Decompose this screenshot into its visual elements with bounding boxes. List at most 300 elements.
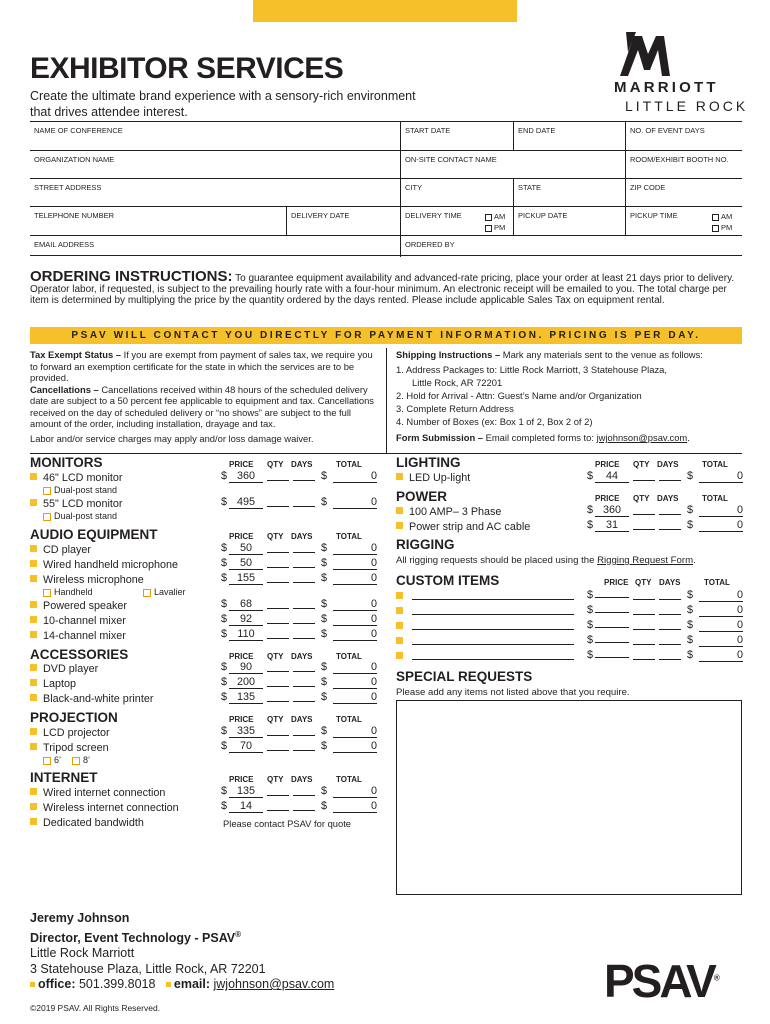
total-field — [687, 604, 743, 617]
price-value: 495 — [229, 497, 263, 509]
currency-symbol: $ — [221, 800, 228, 812]
total-field — [321, 542, 377, 555]
currency-symbol: $ — [321, 661, 328, 673]
notes-right: Shipping Instructions – Mark any materials sent to the venue as follows: 1. Address Packages to: Little Rock Marriott, 3 Statehouse Plaza, Little Rock, AR 72201 2. Hold for Arrival - Attn: Guest’s Name and/or Organization 3. Complete Return Address 4. Number of Boxes (ex: Box 1 of 2, Box 2 of 2) Form Submission – Email completed forms to: jwjohnson@psav.com. — [396, 349, 703, 443]
qty-input[interactable] — [633, 521, 655, 530]
checkbox-icon[interactable] — [143, 589, 151, 597]
bullet-icon — [30, 664, 37, 671]
line-item-label: Wired internet connection — [43, 787, 166, 799]
price-field — [587, 504, 629, 517]
days-input[interactable] — [293, 742, 315, 751]
line-item-label: Wireless internet connection — [43, 802, 179, 814]
rigging-text — [396, 555, 696, 566]
line-item — [30, 802, 179, 814]
bullet-icon — [30, 818, 37, 825]
section-title: POWER — [396, 489, 448, 504]
qty-input[interactable] — [267, 544, 289, 553]
total-value: 0 — [333, 741, 377, 753]
currency-symbol: $ — [687, 619, 694, 631]
qty-header: QTY — [267, 652, 284, 661]
total-value: 0 — [333, 543, 377, 555]
line-item — [30, 615, 126, 627]
option-label: Lavalier — [154, 587, 186, 597]
currency-symbol: $ — [321, 628, 328, 640]
days-input[interactable] — [293, 472, 315, 481]
price-header: PRICE — [604, 578, 629, 587]
custom-item-row — [396, 636, 409, 648]
price-field — [221, 800, 263, 813]
price-value: 70 — [229, 741, 263, 753]
custom-item-row — [396, 591, 409, 603]
field-organization-name[interactable]: ORGANIZATION NAME — [34, 155, 115, 164]
days-input[interactable] — [659, 591, 681, 600]
price-value: 90 — [229, 662, 263, 674]
line-item — [30, 663, 98, 675]
checkbox-icon[interactable] — [712, 214, 719, 221]
field-event-days[interactable]: NO. OF EVENT DAYS — [625, 122, 742, 150]
days-input[interactable] — [659, 506, 681, 515]
field-telephone[interactable]: TELEPHONE NUMBER — [34, 211, 115, 220]
custom-item-input[interactable] — [412, 620, 574, 630]
field-delivery-time[interactable]: DELIVERY TIME AM PM — [400, 207, 513, 235]
line-item-label: Black-and-white printer — [43, 693, 154, 705]
total-value: 0 — [333, 599, 377, 611]
contact-block: Jeremy Johnson Director, Event Technology - PSAV® Little Rock Marriott 3 Statehouse Plaza, Little Rock, AR 72201 office: 501.399.8018 email: jwjohnson@psav.com — [30, 911, 335, 992]
total-field — [321, 557, 377, 570]
line-item-label: 100 AMP– 3 Phase — [409, 506, 502, 518]
payment-notice-bar: PSAV WILL CONTACT YOU DIRECTLY FOR PAYMENT INFORMATION. PRICING IS PER DAY. — [30, 327, 742, 344]
days-input[interactable] — [293, 630, 315, 639]
line-item-label: Tripod screen — [43, 742, 109, 754]
bullet-icon — [396, 473, 403, 480]
qty-input[interactable] — [633, 591, 655, 600]
bullet-icon — [30, 982, 35, 987]
qty-header: QTY — [267, 532, 284, 541]
days-header: DAYS — [659, 578, 681, 587]
qty-header: QTY — [633, 460, 650, 469]
checkbox-icon[interactable] — [712, 225, 719, 232]
total-value: 0 — [333, 471, 377, 483]
currency-symbol: $ — [221, 572, 228, 584]
total-value: 0 — [699, 620, 743, 632]
field-onsite-contact[interactable]: ON-SITE CONTACT NAME — [400, 151, 625, 179]
bullet-icon — [396, 622, 403, 629]
price-field — [221, 725, 263, 738]
page-subtitle: Create the ultimate brand experience with a sensory-rich environment that drives attendee interest. — [30, 89, 416, 119]
total-field — [321, 800, 377, 813]
price-field — [221, 572, 263, 585]
qty-input[interactable] — [267, 574, 289, 583]
delivery-ampm-options[interactable]: AM PM — [485, 211, 505, 233]
days-input[interactable] — [293, 574, 315, 583]
days-input[interactable] — [293, 600, 315, 609]
qty-input[interactable] — [633, 636, 655, 645]
rigging-text-post: . — [693, 555, 696, 566]
custom-item-row — [396, 621, 409, 633]
section-title: LIGHTING — [396, 455, 461, 470]
qty-header: QTY — [267, 775, 284, 784]
total-value: 0 — [333, 629, 377, 641]
field-zip[interactable]: ZIP CODE — [625, 179, 742, 207]
line-item — [30, 498, 122, 510]
total-value: 0 — [333, 677, 377, 689]
rigging-request-form-link[interactable]: Rigging Request Form — [597, 555, 694, 566]
qty-input[interactable] — [633, 606, 655, 615]
field-conference-name[interactable]: NAME OF CONFERENCE — [34, 126, 123, 135]
days-input[interactable] — [293, 559, 315, 568]
option-dual-post-stand[interactable] — [43, 511, 117, 521]
price-header: PRICE — [595, 494, 620, 503]
line-item-label: 55" LCD monitor — [43, 498, 123, 510]
qty-input[interactable] — [267, 600, 289, 609]
total-field — [321, 628, 377, 641]
qty-input[interactable] — [267, 559, 289, 568]
days-header: DAYS — [291, 775, 313, 784]
field-start-date[interactable]: START DATE — [400, 122, 513, 150]
ordering-instructions: ORDERING INSTRUCTIONS: To guarantee equipment availability and advanced-rate pricing, place your order at least 21 days prior to delivery. Operator labor, if requested, is subject to the prevailing hourly rate with a four-hour minimum. An electronic receipt will be emailed to you. The total charge per item is determined by multiplying the price by the quantity ordered by the days rented. Please include applicable Sales Tax on equipment rental. — [30, 268, 735, 306]
line-item-label: LCD projector — [43, 727, 110, 739]
quote-note: Please contact PSAV for quote — [223, 818, 352, 829]
total-header: TOTAL — [336, 532, 362, 541]
line-item — [30, 817, 144, 829]
line-item-label: CD player — [43, 544, 92, 556]
custom-item-input[interactable] — [412, 605, 574, 615]
line-item — [30, 559, 178, 571]
price-value: 360 — [595, 505, 629, 517]
qty-input[interactable] — [633, 621, 655, 630]
total-value: 0 — [333, 573, 377, 585]
days-input[interactable] — [293, 678, 315, 687]
currency-symbol: $ — [587, 649, 594, 661]
total-field — [687, 589, 743, 602]
checkbox-icon[interactable] — [43, 487, 51, 495]
qty-input[interactable] — [633, 472, 655, 481]
bullet-icon — [396, 507, 403, 514]
currency-symbol: $ — [221, 628, 228, 640]
option-label: 8’ — [83, 755, 91, 765]
custom-item-row — [396, 606, 409, 618]
field-delivery-date[interactable]: DELIVERY DATE — [286, 207, 400, 235]
logo-text-little-rock: LITTLE ROCK — [625, 98, 749, 114]
bullet-icon — [30, 631, 37, 638]
option-lavalier[interactable] — [143, 587, 186, 597]
custom-item-input[interactable] — [412, 650, 574, 660]
total-field — [321, 496, 377, 509]
bullet-icon — [30, 499, 37, 506]
line-item — [30, 787, 165, 799]
total-value: 0 — [333, 692, 377, 704]
section-title: MONITORS — [30, 455, 103, 470]
days-header: DAYS — [291, 532, 313, 541]
currency-symbol: $ — [221, 613, 228, 625]
price-input[interactable] — [595, 657, 629, 658]
checkbox-icon[interactable] — [43, 757, 51, 765]
price-value: 135 — [229, 786, 263, 798]
line-item — [30, 742, 109, 754]
checkbox-icon[interactable] — [485, 214, 492, 221]
qty-input[interactable] — [267, 498, 289, 507]
price-field — [221, 557, 263, 570]
qty-input[interactable] — [267, 787, 289, 796]
price-input[interactable] — [595, 627, 629, 628]
total-header: TOTAL — [336, 715, 362, 724]
qty-input[interactable] — [633, 506, 655, 515]
field-city[interactable]: CITY — [400, 179, 513, 207]
checkbox-icon[interactable] — [43, 513, 51, 521]
currency-symbol: $ — [687, 519, 694, 531]
custom-item-input[interactable] — [412, 635, 574, 645]
qty-input[interactable] — [267, 727, 289, 736]
notes-divider — [386, 348, 387, 453]
currency-symbol: $ — [321, 691, 328, 703]
days-input[interactable] — [659, 521, 681, 530]
currency-symbol: $ — [221, 691, 228, 703]
checkbox-icon[interactable] — [43, 589, 51, 597]
line-item — [30, 574, 144, 586]
field-pickup-time[interactable]: PICKUP TIME AM PM — [625, 207, 742, 235]
days-input[interactable] — [293, 727, 315, 736]
option-8ft[interactable] — [72, 755, 90, 765]
qty-header: QTY — [267, 715, 284, 724]
qty-input[interactable] — [633, 651, 655, 660]
currency-symbol: $ — [687, 604, 694, 616]
currency-symbol: $ — [687, 504, 694, 516]
days-header: DAYS — [657, 460, 679, 469]
total-header: TOTAL — [704, 578, 730, 587]
line-item — [30, 693, 153, 705]
line-item — [30, 630, 126, 642]
price-value: 31 — [595, 520, 629, 532]
currency-symbol: $ — [321, 496, 328, 508]
field-pickup-date[interactable]: PICKUP DATE — [513, 207, 625, 235]
total-field — [687, 649, 743, 662]
total-field — [321, 661, 377, 674]
bullet-icon — [30, 788, 37, 795]
price-field — [221, 785, 263, 798]
option-label: Dual-post stand — [54, 485, 118, 495]
line-item-label: 14-channel mixer — [43, 630, 126, 642]
days-input[interactable] — [293, 787, 315, 796]
days-input[interactable] — [659, 606, 681, 615]
total-field — [321, 691, 377, 704]
price-header: PRICE — [229, 775, 254, 784]
bullet-icon — [396, 522, 403, 529]
field-ordered-by[interactable]: ORDERED BY — [400, 236, 742, 257]
qty-input[interactable] — [267, 678, 289, 687]
total-header: TOTAL — [336, 652, 362, 661]
currency-symbol: $ — [587, 470, 594, 482]
custom-item-input[interactable] — [412, 590, 574, 600]
days-header: DAYS — [291, 715, 313, 724]
bullet-icon — [30, 728, 37, 735]
bullet-icon — [30, 545, 37, 552]
option-label: 6’ — [54, 755, 62, 765]
qty-input[interactable] — [267, 742, 289, 751]
option-dual-post-stand[interactable] — [43, 485, 117, 495]
price-header: PRICE — [229, 532, 254, 541]
currency-symbol: $ — [321, 613, 328, 625]
logo-text-marriott: MARRIOTT — [614, 79, 719, 96]
currency-symbol: $ — [321, 572, 328, 584]
currency-symbol: $ — [321, 785, 328, 797]
special-requests-textarea[interactable] — [396, 700, 742, 895]
total-value: 0 — [333, 497, 377, 509]
qty-input[interactable] — [267, 663, 289, 672]
qty-input[interactable] — [267, 802, 289, 811]
total-field — [321, 470, 377, 483]
days-input[interactable] — [293, 615, 315, 624]
currency-symbol: $ — [587, 604, 594, 616]
bullet-icon — [30, 601, 37, 608]
currency-symbol: $ — [321, 725, 328, 737]
price-field — [587, 649, 629, 661]
section-title: AUDIO EQUIPMENT — [30, 527, 158, 542]
total-header: TOTAL — [336, 775, 362, 784]
currency-symbol: $ — [321, 676, 328, 688]
currency-symbol: $ — [321, 598, 328, 610]
days-input[interactable] — [659, 651, 681, 660]
line-item — [396, 521, 530, 533]
currency-symbol: $ — [587, 619, 594, 631]
total-value: 0 — [333, 801, 377, 813]
qty-input[interactable] — [267, 630, 289, 639]
total-field — [687, 519, 743, 532]
total-field — [321, 725, 377, 738]
price-field — [221, 628, 263, 641]
price-input[interactable] — [595, 612, 629, 613]
price-field — [221, 496, 263, 509]
contact-email-link[interactable]: jwjohnson@psav.com — [213, 977, 335, 992]
bullet-icon — [30, 679, 37, 686]
price-value: 155 — [229, 573, 263, 585]
line-item — [396, 472, 470, 484]
option-6ft[interactable] — [43, 755, 61, 765]
option-handheld[interactable] — [43, 587, 93, 597]
price-field — [221, 740, 263, 753]
line-item-label: DVD player — [43, 663, 99, 675]
price-field — [221, 542, 263, 555]
price-value: 135 — [229, 692, 263, 704]
section-title: ACCESSORIES — [30, 647, 129, 662]
price-input[interactable] — [595, 597, 629, 598]
bullet-icon — [30, 473, 37, 480]
line-item-label: Wired handheld microphone — [43, 559, 179, 571]
checkbox-icon[interactable] — [485, 225, 492, 232]
currency-symbol: $ — [221, 725, 228, 737]
total-header: TOTAL — [702, 494, 728, 503]
total-field — [687, 470, 743, 483]
total-value: 0 — [699, 650, 743, 662]
price-field — [221, 613, 263, 626]
total-value: 0 — [699, 471, 743, 483]
days-input[interactable] — [293, 802, 315, 811]
total-field — [321, 613, 377, 626]
days-header: DAYS — [291, 652, 313, 661]
submit-email-link[interactable]: jwjohnson@psav.com — [596, 432, 688, 443]
bullet-icon — [30, 743, 37, 750]
days-input[interactable] — [659, 472, 681, 481]
bullet-icon — [166, 982, 171, 987]
total-value: 0 — [333, 786, 377, 798]
currency-symbol: $ — [221, 598, 228, 610]
line-item — [30, 727, 110, 739]
price-field — [587, 604, 629, 616]
total-header: TOTAL — [336, 460, 362, 469]
price-value: 50 — [229, 543, 263, 555]
price-field — [221, 598, 263, 611]
price-value: 44 — [595, 471, 629, 483]
days-input[interactable] — [659, 621, 681, 630]
currency-symbol: $ — [321, 542, 328, 554]
line-item-label: Power strip and AC cable — [409, 521, 531, 533]
currency-symbol: $ — [587, 634, 594, 646]
option-label: Handheld — [54, 587, 93, 597]
days-input[interactable] — [659, 636, 681, 645]
total-field — [321, 785, 377, 798]
qty-input[interactable] — [267, 615, 289, 624]
section-title: PROJECTION — [30, 710, 118, 725]
special-requests-text: Please add any items not listed above that you require. — [396, 687, 630, 698]
field-state[interactable]: STATE — [513, 179, 625, 207]
price-field — [221, 470, 263, 483]
total-value: 0 — [699, 520, 743, 532]
price-value: 360 — [229, 471, 263, 483]
total-field — [321, 572, 377, 585]
qty-header: QTY — [633, 494, 650, 503]
currency-symbol: $ — [221, 740, 228, 752]
price-value: 92 — [229, 614, 263, 626]
days-header: DAYS — [657, 494, 679, 503]
currency-symbol: $ — [587, 504, 594, 516]
section-title: SPECIAL REQUESTS — [396, 669, 533, 684]
section-divider — [30, 453, 742, 454]
bullet-icon — [30, 560, 37, 567]
currency-symbol: $ — [321, 800, 328, 812]
days-input[interactable] — [293, 693, 315, 702]
field-email[interactable]: EMAIL ADDRESS — [34, 240, 95, 249]
qty-input[interactable] — [267, 472, 289, 481]
total-header: TOTAL — [702, 460, 728, 469]
qty-input[interactable] — [267, 693, 289, 702]
currency-symbol: $ — [221, 470, 228, 482]
total-value: 0 — [699, 605, 743, 617]
checkbox-icon[interactable] — [72, 757, 80, 765]
qty-header: QTY — [635, 578, 652, 587]
section-title: CUSTOM ITEMS — [396, 573, 500, 588]
pickup-ampm-options[interactable]: AM PM — [712, 211, 732, 233]
line-item — [30, 472, 122, 484]
section-title: INTERNET — [30, 770, 98, 785]
price-input[interactable] — [595, 642, 629, 643]
price-field — [587, 470, 629, 483]
currency-symbol: $ — [221, 676, 228, 688]
line-item-label: Wireless microphone — [43, 574, 144, 586]
bullet-icon — [30, 575, 37, 582]
currency-symbol: $ — [221, 661, 228, 673]
bullet-icon — [396, 637, 403, 644]
price-header: PRICE — [595, 460, 620, 469]
field-end-date[interactable]: END DATE — [513, 122, 625, 150]
days-input[interactable] — [293, 544, 315, 553]
days-input[interactable] — [293, 663, 315, 672]
days-input[interactable] — [293, 498, 315, 507]
field-street-address[interactable]: STREET ADDRESS — [34, 183, 102, 192]
total-field — [687, 504, 743, 517]
field-room-booth[interactable]: ROOM/EXHIBIT BOOTH NO. — [625, 151, 742, 179]
price-field — [221, 691, 263, 704]
price-field — [221, 676, 263, 689]
currency-symbol: $ — [587, 589, 594, 601]
